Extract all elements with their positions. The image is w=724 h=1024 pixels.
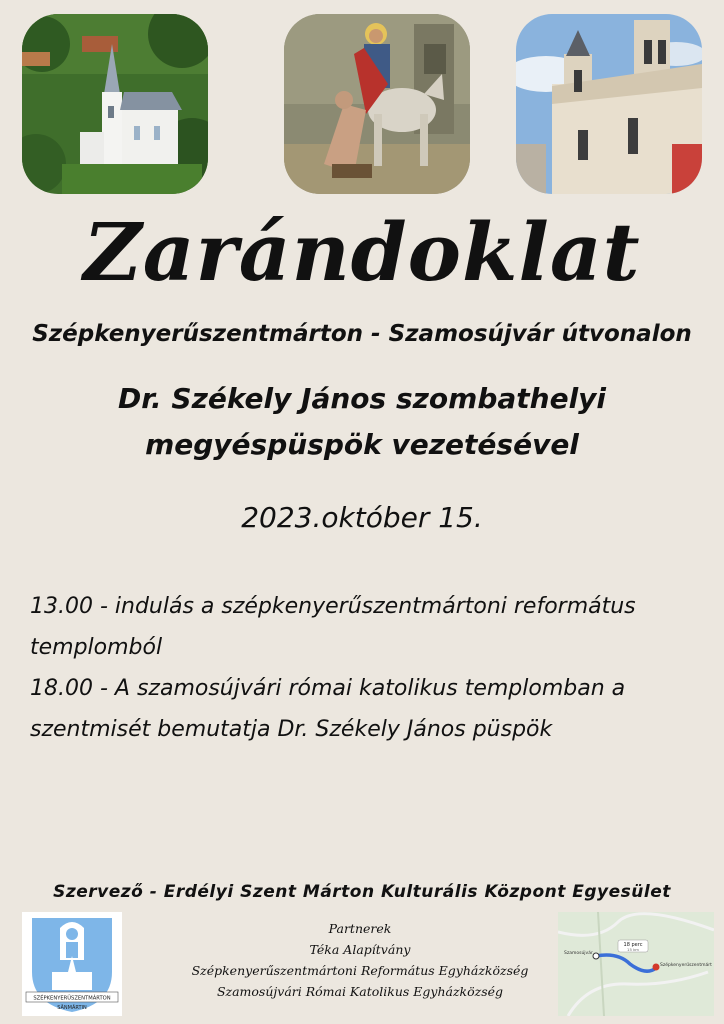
- schedule-line: szentmisét bemutatja Dr. Székely János püspök: [30, 717, 553, 742]
- logo-text: SZÉPKENYERŰSZENTMÁRTON: [33, 995, 111, 1002]
- leader-line-2: megyéspüspök vezetésével: [145, 428, 579, 461]
- schedule: [30, 586, 710, 750]
- partner-item: Téka Alapítvány: [309, 942, 411, 957]
- partners-heading: Partnerek: [328, 921, 392, 936]
- schedule-line: templomból: [30, 635, 163, 660]
- logo-subtext: SÂNMĂRTIN: [57, 1005, 87, 1011]
- schedule-item: [30, 668, 710, 750]
- photo-hillside-church: [22, 14, 208, 194]
- partner-item: Szamosújvári Római Katolikus Egyházközség: [216, 984, 504, 999]
- leader-info: [0, 376, 724, 468]
- photo-twin-tower-church: [516, 14, 702, 194]
- leader-line-1: Dr. Székely János szombathelyi: [117, 382, 607, 415]
- event-date: 2023.október 15.: [241, 501, 483, 534]
- organizer-line: Szervező - Erdélyi Szent Márton Kulturális Központ Egyesület: [53, 882, 671, 902]
- map-distance: 15 km: [627, 947, 639, 952]
- route-map: [558, 912, 714, 1016]
- village-logo: [22, 912, 122, 1016]
- route-subtitle: Szépkenyerűszentmárton - Szamosújvár útvonalon: [32, 321, 692, 347]
- schedule-line: 13.00 - indulás a szépkenyerűszentmártoni református: [30, 594, 636, 619]
- map-start-label: Szamosújvár: [564, 951, 593, 956]
- partners-block: [150, 918, 570, 1002]
- partner-item: Szépkenyerűszentmártoni Református Egyházközség: [191, 963, 529, 978]
- schedule-line: 18.00 - A szamosújvári római katolikus templomban a: [30, 676, 626, 701]
- photo-saint-martin-painting: [284, 14, 470, 194]
- map-end-label: Szépkenyerűszentmárt: [660, 963, 712, 968]
- page-title: Zarándoklat: [83, 205, 641, 299]
- map-duration: 18 perc: [623, 942, 643, 948]
- schedule-item: [30, 586, 710, 668]
